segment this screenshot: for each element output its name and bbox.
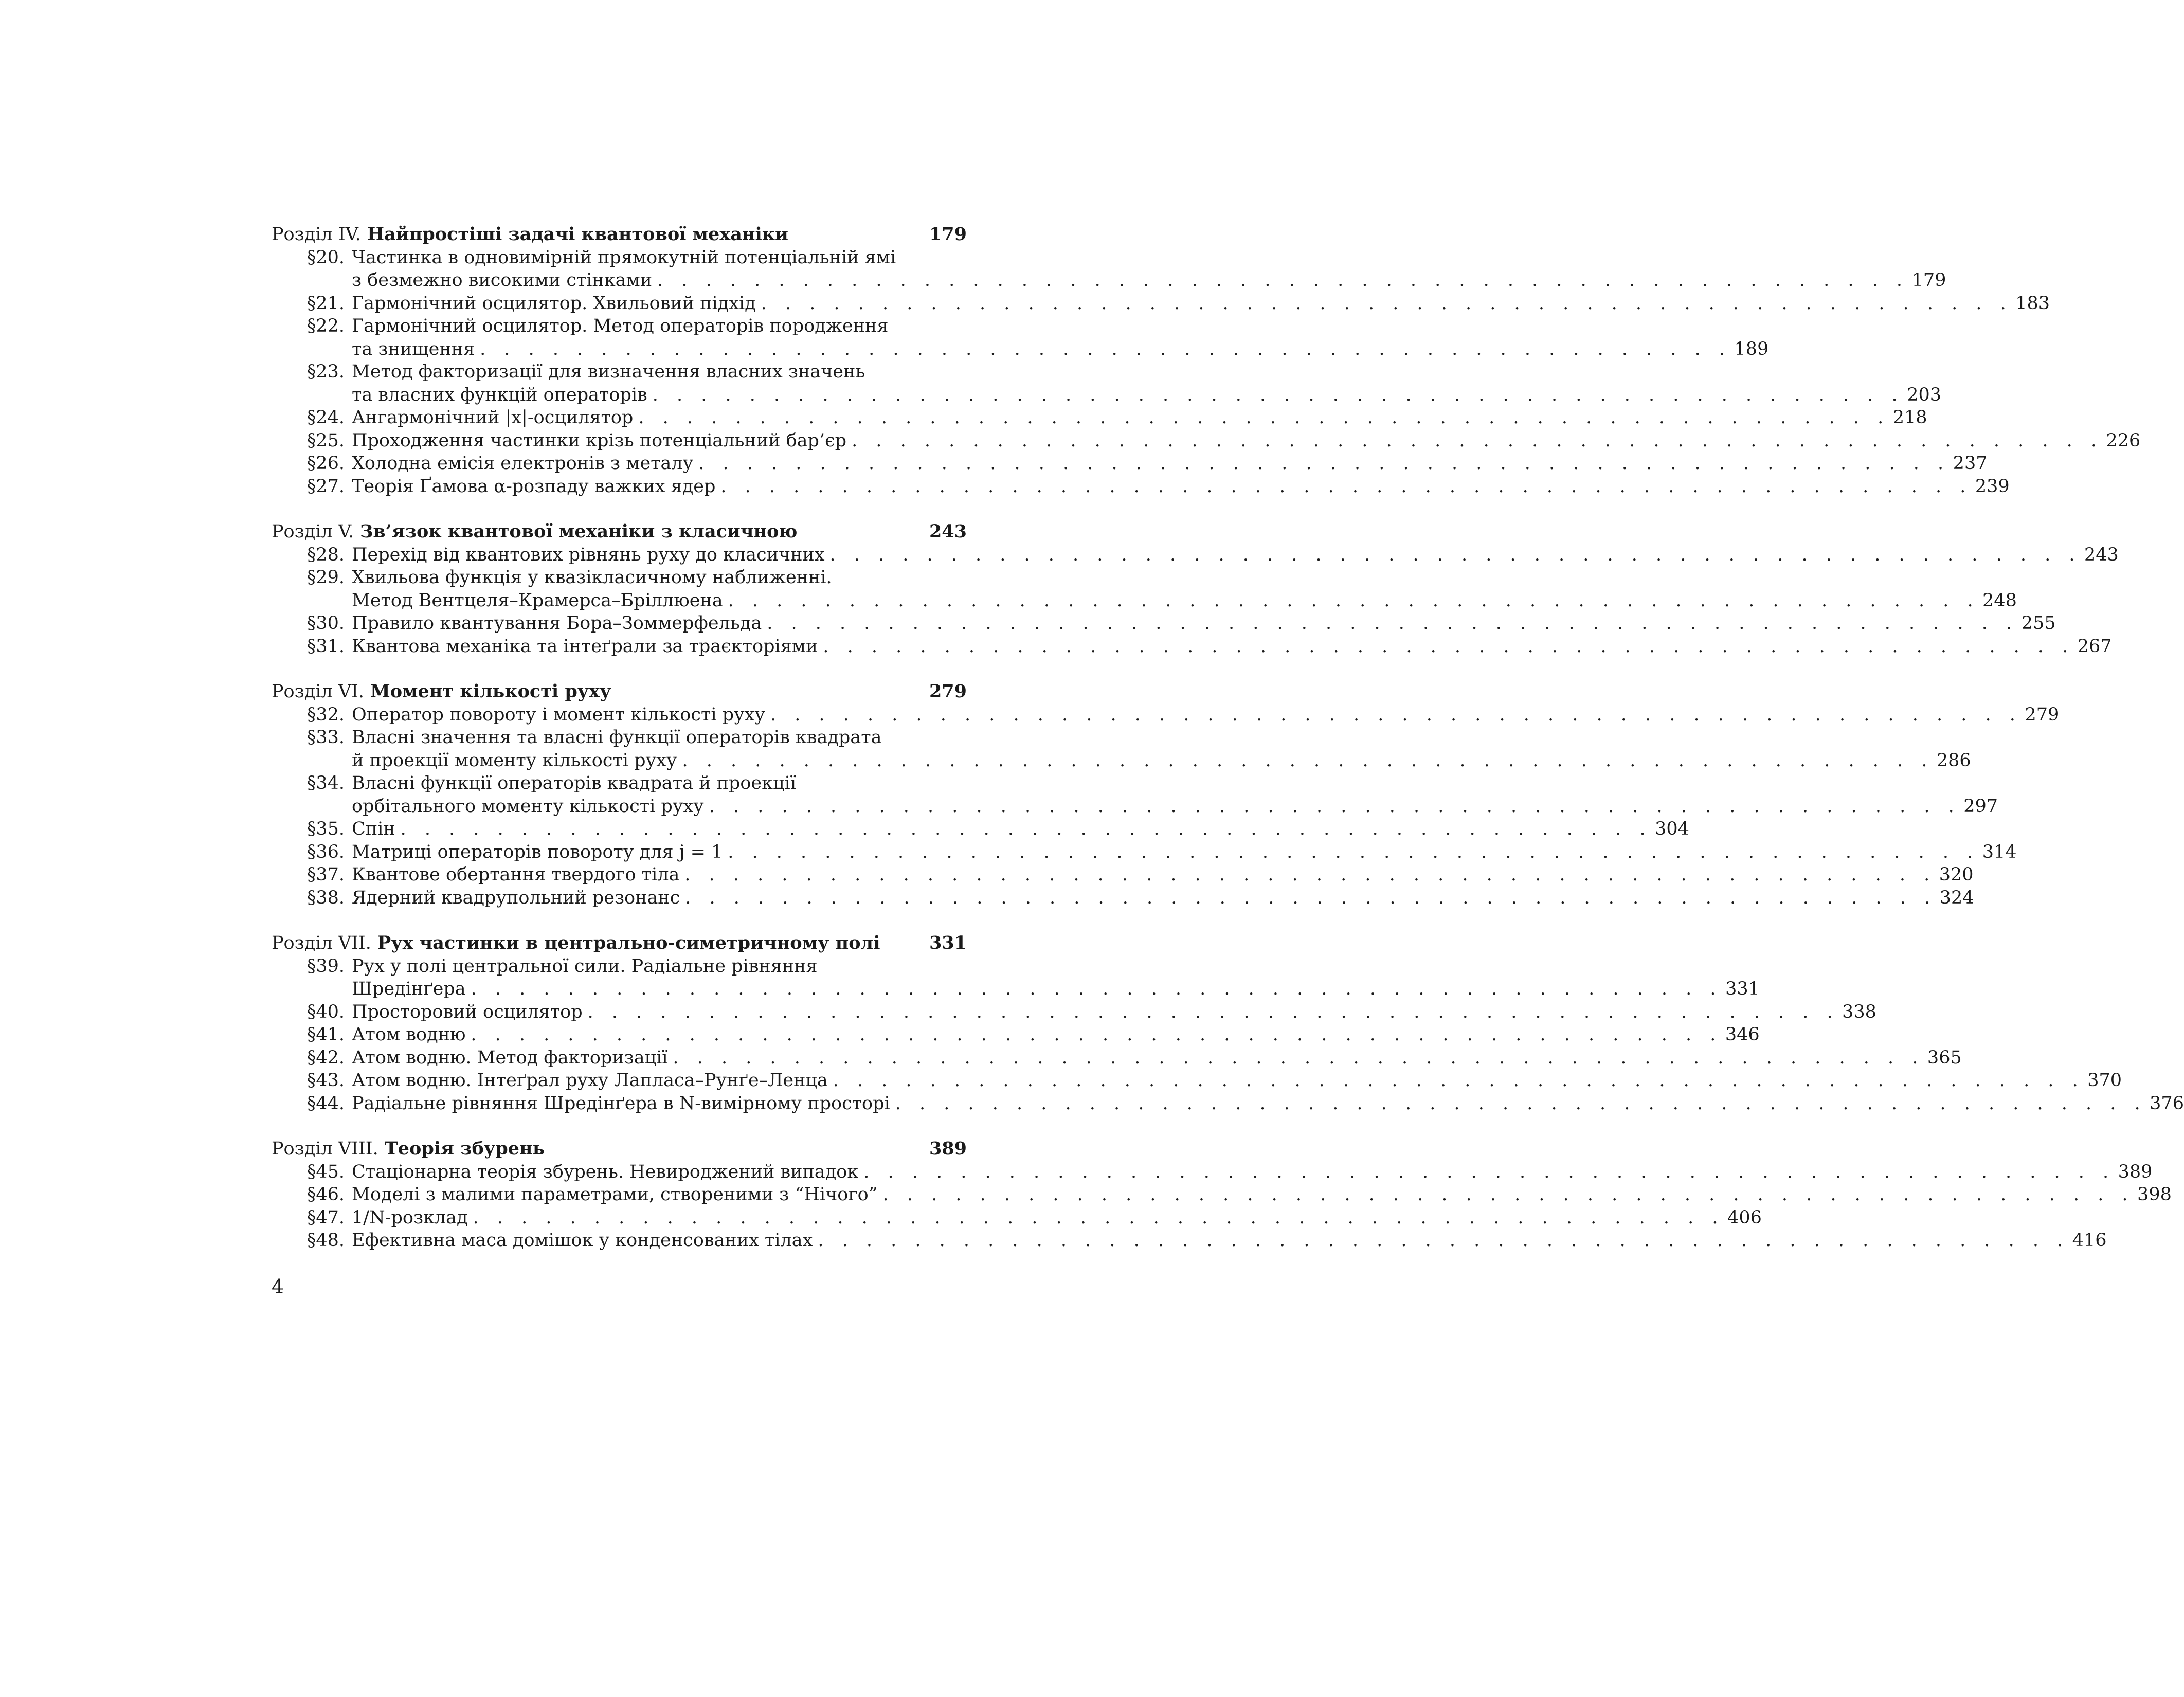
section-title: Квантова механіка та інтеґрали за траєкторіями [352,636,818,657]
section-number: §44. [306,1093,345,1114]
dot-leader: . . . . . . . . . . . . . . . . . . . . . . . . . . . . . . . . . . . . . . . . . . . . . . . . . . . . [685,887,1937,908]
toc-entry [272,726,967,749]
chapter-prefix: Розділ IV. [272,224,361,245]
section-title: Проходження частинки крізь потенціальний бар’єр [352,430,847,451]
section-number: §33. [306,727,345,748]
section-title: Хвильова функція у квазікласичному наближенні. [352,567,832,588]
section-title: й проекції моменту кількості руху [352,750,677,771]
section-number: §24. [306,407,345,428]
dot-leader: . . . . . . . . . . . . . . . . . . . . . . . . . . . . . . . . . . . . . . . . . . . . . . . . . . . . [863,1161,2115,1182]
dot-leader: . . . . . . . . . . . . . . . . . . . . . . . . . . . . . . . . . . . . . . . . . . . . . . . . . . . . [638,407,1890,428]
dot-leader: . . . . . . . . . . . . . . . . . . . . . . . . . . . . . . . . . . . . . . . . . . . . . . . . . . . . [895,1093,2147,1114]
dot-leader: . . . . . . . . . . . . . . . . . . . . . . . . . . . . . . . . . . . . . . . . . . . . . . . . . . . . [673,1047,1924,1068]
section-title: Правило квантування Бора–Зоммерфельда [352,613,762,634]
section-title: Ангармонічний |x|-осцилятор [352,407,634,428]
section-page: 286 [1936,750,1971,771]
chapter-prefix: Розділ VIII. [272,1139,378,1159]
chapter-block [272,932,2184,1115]
section-number: §35. [306,819,345,839]
chapter-prefix: Розділ VII. [272,933,371,953]
section-title: Атом водню. Інтеґрал руху Лапласа–Рунґе–Ленца [352,1070,828,1091]
section-number: §23. [306,362,345,382]
chapter-page: 243 [929,521,967,542]
section-title: Метод Вентцеля–Крамерса–Бріллюена [352,590,723,611]
section-number: §40. [306,1001,345,1022]
section-number: §32. [306,704,345,725]
dot-leader: . . . . . . . . . . . . . . . . . . . . . . . . . . . . . . . . . . . . . . . . . . . . . . . . . . . . [657,270,1909,291]
toc-entry [272,1092,2184,1115]
page-number: 4 [272,1275,284,1298]
section-page: 189 [1734,338,1769,359]
section-page: 406 [1727,1207,1762,1228]
section-number: §25. [306,430,345,451]
chapter-title: Зв’язок квантової механіки з класичною [360,521,798,542]
chapter-heading [272,1138,967,1161]
section-number: §20. [306,247,345,268]
chapter-heading [272,520,967,544]
toc-entry [272,887,1974,910]
chapter-block [272,680,2060,909]
section-title: 1/N-розклад [352,1207,468,1228]
dot-leader: . . . . . . . . . . . . . . . . . . . . . . . . . . . . . . . . . . . . . . . . . . . . . . . . . . . . [471,1024,1722,1045]
toc-entry [272,246,967,269]
toc-entry [272,589,2017,612]
section-page: 324 [1939,887,1974,908]
section-title: Власні функції операторів квадрата й проекції [352,773,796,793]
toc-entry [272,841,2017,864]
toc-entry [272,338,1769,361]
toc-entry [272,703,2060,727]
section-page: 346 [1725,1024,1760,1045]
section-number: §37. [306,864,345,885]
section-title: Оператор повороту і момент кількості руху [352,704,765,725]
dot-leader: . . . . . . . . . . . . . . . . . . . . . . . . . . . . . . . . . . . . . . . . . . . . . . . . . . . . [682,750,1934,771]
section-page: 279 [2025,704,2060,725]
dot-leader: . . . . . . . . . . . . . . . . . . . . . . . . . . . . . . . . . . . . . . . . . . . . . . . . . . . . [698,453,1950,474]
section-title: Гармонічний осцилятор. Метод операторів породження [352,316,889,336]
section-title: Атом водню [352,1024,466,1045]
chapter-block [272,520,2119,658]
chapter-prefix: Розділ VI. [272,681,365,702]
toc-entry [272,863,1974,887]
toc-entry [272,955,967,978]
toc-entry [272,269,1946,292]
section-page: 179 [1911,270,1946,291]
section-number: §29. [306,567,345,588]
toc-entry [272,772,967,795]
section-page: 416 [2072,1230,2107,1251]
section-number: §21. [306,293,345,314]
chapter-title: Найпростіші задачі квантової механіки [367,224,789,245]
section-number: §48. [306,1230,345,1251]
section-page: 304 [1655,819,1689,839]
section-title: Частинка в одновимірній прямокутній потенціальній ямі [352,247,896,268]
dot-leader: . . . . . . . . . . . . . . . . . . . . . . . . . . . . . . . . . . . . . . . . . . . . . . . . . . . . [652,384,1904,405]
section-page: 370 [2087,1070,2122,1091]
chapter-page: 279 [929,681,967,702]
toc-entry [272,818,1689,841]
section-page: 239 [1975,476,2010,497]
section-title: Рух у полі центральної сили. Радіальне рівняння [352,955,818,977]
section-page: 267 [2077,636,2112,657]
section-title: Ядерний квадрупольний резонанс [352,887,680,908]
section-number: §43. [306,1070,345,1091]
section-number: §28. [306,544,345,565]
toc-entry [272,315,967,338]
section-number: §42. [306,1047,345,1068]
toc-entry [272,1046,1962,1070]
toc-entry [272,566,967,589]
dot-leader: . . . . . . . . . . . . . . . . . . . . . . . . . . . . . . . . . . . . . . . . . . . . . . . . . . . . [770,704,2022,725]
section-number: §26. [306,453,345,474]
section-page: 320 [1939,864,1974,885]
section-number: §47. [306,1207,345,1228]
toc-entry [272,384,1941,407]
toc-entry [272,1206,1762,1230]
dot-leader: . . . . . . . . . . . . . . . . . . . . . . . . . . . . . . . . . . . . . . . . . . . . . . . . . . . . [833,1070,2085,1091]
toc-entry [272,360,967,384]
section-page: 255 [2021,613,2056,634]
section-title: Метод факторизації для визначення власних значень [352,362,865,382]
section-page: 248 [1982,590,2017,611]
dot-leader: . . . . . . . . . . . . . . . . . . . . . . . . . . . . . . . . . . . . . . . . . . . . . . . . . . . . [587,1001,1839,1022]
chapter-block [272,1138,2172,1252]
toc-entry [272,1229,2107,1252]
section-title: Квантове обертання твердого тіла [352,864,680,885]
section-page: 243 [2084,544,2119,565]
section-page: 218 [1892,407,1927,428]
chapter-block [272,223,2141,498]
section-page: 203 [1907,384,1941,405]
section-title: Стаціонарна теорія збурень. Невироджений випадок [352,1161,859,1182]
section-title: Спін [352,819,395,839]
section-number: §34. [306,773,345,793]
section-number: §22. [306,316,345,336]
toc-entry [272,978,1760,1001]
toc-entry [272,452,1988,475]
toc-entry [272,292,2050,315]
section-title: Радіальне рівняння Шредінґера в N-вимірному просторі [352,1093,890,1114]
toc-entry [272,429,2141,453]
section-number: §30. [306,613,345,634]
section-title: з безмежно високими стінками [352,270,653,291]
dot-leader: . . . . . . . . . . . . . . . . . . . . . . . . . . . . . . . . . . . . . . . . . . . . . . . . . . . . [761,293,2013,314]
toc-entry [272,749,1971,772]
dot-leader: . . . . . . . . . . . . . . . . . . . . . . . . . . . . . . . . . . . . . . . . . . . . . . . . . . . . [829,544,2081,565]
toc-entry [272,612,2056,635]
toc-entry [272,475,2010,498]
dot-leader: . . . . . . . . . . . . . . . . . . . . . . . . . . . . . . . . . . . . . . . . . . . . . . . . . . . . [882,1184,2135,1205]
section-page: 297 [1963,796,1998,817]
toc-entry [272,406,1927,429]
dot-leader: . . . . . . . . . . . . . . . . . . . . . . . . . . . . . . . . . . . . . . . . . . . . . . . . . . . . [767,613,2018,634]
section-title: орбітального моменту кількості руху [352,796,704,817]
section-page: 183 [2015,293,2050,314]
section-page: 226 [2106,430,2141,451]
section-number: §46. [306,1184,345,1205]
section-title: Власні значення та власні функції операторів квадрата [352,727,882,748]
section-title: Шредінґера [352,979,466,999]
section-title: Моделі з малими параметрами, створеними з “Нічого” [352,1184,878,1205]
section-number: §39. [306,955,345,977]
section-page: 237 [1953,453,1988,474]
dot-leader: . . . . . . . . . . . . . . . . . . . . . . . . . . . . . . . . . . . . . . . . . . . . . . . . . . . . [720,476,1972,497]
dot-leader: . . . . . . . . . . . . . . . . . . . . . . . . . . . . . . . . . . . . . . . . . . . . . . . . . . . . [728,841,1979,862]
toc-entry [272,1001,1876,1024]
chapter-heading [272,680,967,703]
dot-leader: . . . . . . . . . . . . . . . . . . . . . . . . . . . . . . . . . . . . . . . . . . . . . . . . . . . . [709,796,1961,817]
section-title: Атом водню. Метод факторизації [352,1047,668,1068]
section-page: 398 [2137,1184,2172,1205]
dot-leader: . . . . . . . . . . . . . . . . . . . . . . . . . . . . . . . . . . . . . . . . . . . . . . . . . . . . [728,590,1980,611]
section-page: 331 [1725,979,1760,999]
chapter-title: Момент кількості руху [370,681,611,702]
section-page: 338 [1842,1001,1876,1022]
chapter-title: Теорія збурень [384,1138,545,1159]
toc-entry [272,1069,2122,1092]
chapter-page: 331 [929,932,967,953]
section-page: 389 [2118,1161,2153,1182]
dot-leader: . . . . . . . . . . . . . . . . . . . . . . . . . . . . . . . . . . . . . . . . . . . . . . . . . . . . [471,979,1723,999]
section-number: §38. [306,887,345,908]
dot-leader: . . . . . . . . . . . . . . . . . . . . . . . . . . . . . . . . . . . . . . . . . . . . . . . . . . . . [400,819,1652,839]
section-title: Просторовий осцилятор [352,1001,583,1022]
dot-leader: . . . . . . . . . . . . . . . . . . . . . . . . . . . . . . . . . . . . . . . . . . . . . . . . . . . . [473,1207,1725,1228]
dot-leader: . . . . . . . . . . . . . . . . . . . . . . . . . . . . . . . . . . . . . . . . . . . . . . . . . . . . [480,338,1731,359]
section-title: Ефективна маса домішок у конденсованих тілах [352,1230,813,1251]
section-page: 365 [1927,1047,1962,1068]
section-title: та власних функцій операторів [352,384,647,405]
toc-entry [272,795,1998,818]
dot-leader: . . . . . . . . . . . . . . . . . . . . . . . . . . . . . . . . . . . . . . . . . . . . . . . . . . . . [684,864,1936,885]
toc-entry [272,544,2119,567]
dot-leader: . . . . . . . . . . . . . . . . . . . . . . . . . . . . . . . . . . . . . . . . . . . . . . . . . . . . [823,636,2074,657]
toc-entry [272,1161,2153,1184]
section-page: 376 [2150,1093,2184,1114]
toc-entry [272,635,2112,658]
section-title: Теорія Ґамова α-розпаду важких ядер [352,476,716,497]
dot-leader: . . . . . . . . . . . . . . . . . . . . . . . . . . . . . . . . . . . . . . . . . . . . . . . . . . . . [852,430,2103,451]
section-title: Холодна емісія електронів з металу [352,453,694,474]
section-number: §45. [306,1161,345,1182]
section-title: Перехід від квантових рівнянь руху до класичних [352,544,825,565]
chapter-prefix: Розділ V. [272,521,354,542]
chapter-title: Рух частинки в центрально-симетричному полі [377,932,880,953]
chapter-heading [272,932,967,955]
dot-leader: . . . . . . . . . . . . . . . . . . . . . . . . . . . . . . . . . . . . . . . . . . . . . . . . . . . . [818,1230,2069,1251]
section-title: Гармонічний осцилятор. Хвильовий підхід [352,293,756,314]
section-number: §27. [306,476,345,497]
section-title: Матриці операторів повороту для j = 1 [352,841,723,862]
toc-entry [272,1023,1760,1046]
section-number: §31. [306,636,345,657]
chapter-page: 179 [929,224,967,245]
toc-entry [272,1183,2172,1206]
section-page: 314 [1982,841,2017,862]
section-number: §41. [306,1024,345,1045]
section-title: та знищення [352,338,475,359]
section-number: §36. [306,841,345,862]
chapter-page: 389 [929,1138,967,1159]
chapter-heading [272,223,967,246]
table-of-contents [272,223,2184,1275]
